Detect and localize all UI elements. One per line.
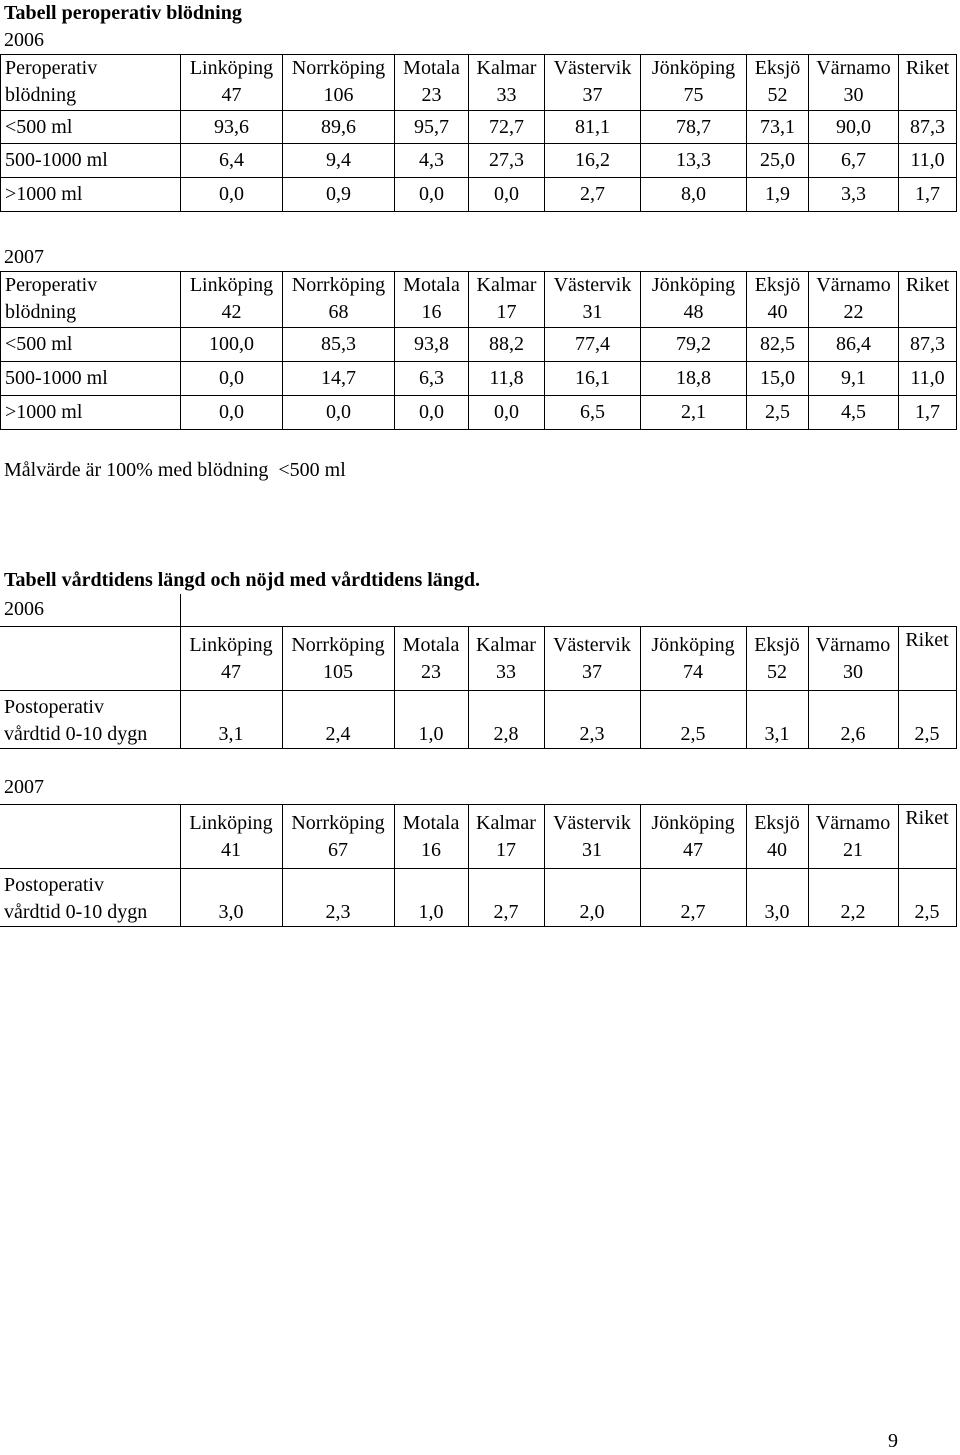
cell: 0,0 xyxy=(395,178,469,212)
page-number: 9 xyxy=(888,1430,898,1452)
cell: 0,0 xyxy=(181,362,283,396)
row-label: >1000 ml xyxy=(1,178,181,212)
col-header: Riket xyxy=(898,805,956,869)
cell: 13,3 xyxy=(641,144,747,178)
table2-divider-tick xyxy=(180,594,181,626)
cell: 6,7 xyxy=(809,144,899,178)
row-label: Postoperativ vårdtid 0-10 dygn xyxy=(0,869,180,927)
cell: 6,5 xyxy=(545,396,641,430)
col-header: Linköping 47 xyxy=(180,627,282,691)
cell: 9,1 xyxy=(809,362,899,396)
col-header: Västervik 31 xyxy=(544,805,640,869)
cell: 93,8 xyxy=(395,328,469,362)
cell: 82,5 xyxy=(747,328,809,362)
table2-2007 xyxy=(0,804,957,927)
cell: 85,3 xyxy=(283,328,395,362)
col-header: Värnamo 21 xyxy=(808,805,898,869)
table-row xyxy=(1,362,957,396)
cell: 2,0 xyxy=(544,869,640,927)
cell: 0,0 xyxy=(181,178,283,212)
row-label: <500 ml xyxy=(1,328,181,362)
col-header: Eksjö 40 xyxy=(746,805,808,869)
cell: 3,1 xyxy=(180,691,282,749)
table2-2006 xyxy=(0,626,957,749)
table1-2007 xyxy=(0,271,957,430)
table-row xyxy=(1,144,957,178)
table1-year-2007: 2007 xyxy=(4,246,44,268)
cell: 25,0 xyxy=(747,144,809,178)
row-label: 500-1000 ml xyxy=(1,144,181,178)
cell: 2,5 xyxy=(898,869,956,927)
blank-cell xyxy=(0,627,180,691)
row-label: >1000 ml xyxy=(1,396,181,430)
cell: 1,0 xyxy=(394,869,468,927)
col-header: Eksjö 52 xyxy=(746,627,808,691)
cell: 6,3 xyxy=(395,362,469,396)
col-header: Riket xyxy=(899,55,957,111)
table1-title: Tabell peroperativ blödning xyxy=(4,2,242,24)
col-header: Kalmar 33 xyxy=(469,55,545,111)
cell: 14,7 xyxy=(283,362,395,396)
blank-cell xyxy=(0,805,180,869)
col-header: Motala 23 xyxy=(395,55,469,111)
row-label: Postoperativ vårdtid 0-10 dygn xyxy=(0,691,180,749)
cell: 2,3 xyxy=(544,691,640,749)
cell: 87,3 xyxy=(899,111,957,144)
table2-year-2007: 2007 xyxy=(4,776,44,798)
cell: 72,7 xyxy=(469,111,545,144)
cell: 2,7 xyxy=(640,869,746,927)
cell: 95,7 xyxy=(395,111,469,144)
col-header: Linköping 42 xyxy=(181,272,283,328)
cell: 0,0 xyxy=(469,178,545,212)
cell: 89,6 xyxy=(283,111,395,144)
col-header: Eksjö 40 xyxy=(747,272,809,328)
cell: 11,8 xyxy=(469,362,545,396)
cell: 87,3 xyxy=(899,328,957,362)
col-header: Motala 16 xyxy=(394,805,468,869)
col-header: Norrköping 105 xyxy=(282,627,394,691)
cell: 77,4 xyxy=(545,328,641,362)
cell: 3,0 xyxy=(746,869,808,927)
cell: 2,5 xyxy=(747,396,809,430)
col-header: Västervik 37 xyxy=(545,55,641,111)
cell: 2,7 xyxy=(545,178,641,212)
table1-2006-header-row xyxy=(1,55,957,111)
cell: 27,3 xyxy=(469,144,545,178)
cell: 2,5 xyxy=(898,691,956,749)
cell: 93,6 xyxy=(181,111,283,144)
table-row xyxy=(1,111,957,144)
table2-2006-header-row xyxy=(0,627,956,691)
cell: 0,0 xyxy=(283,396,395,430)
row-label: <500 ml xyxy=(1,111,181,144)
cell: 86,4 xyxy=(809,328,899,362)
table-row xyxy=(1,328,957,362)
cell: 18,8 xyxy=(641,362,747,396)
cell: 2,2 xyxy=(808,869,898,927)
col-header: Värnamo 30 xyxy=(809,55,899,111)
cell: 16,1 xyxy=(545,362,641,396)
table1-2006 xyxy=(0,54,957,212)
cell: 2,3 xyxy=(282,869,394,927)
col-header: Jönköping 48 xyxy=(641,272,747,328)
table2-2007-header-row xyxy=(0,805,956,869)
cell: 2,4 xyxy=(282,691,394,749)
cell: 1,0 xyxy=(394,691,468,749)
col-header: Kalmar 17 xyxy=(468,805,544,869)
col-header: Kalmar 33 xyxy=(468,627,544,691)
cell: 9,4 xyxy=(283,144,395,178)
table-row xyxy=(0,869,956,927)
cell: 2,1 xyxy=(641,396,747,430)
cell: 0,0 xyxy=(469,396,545,430)
cell: 100,0 xyxy=(181,328,283,362)
col-header: Kalmar 17 xyxy=(469,272,545,328)
col-header: Västervik 31 xyxy=(545,272,641,328)
cell: 2,6 xyxy=(808,691,898,749)
col-header: Jönköping 74 xyxy=(640,627,746,691)
col-header: Jönköping 47 xyxy=(640,805,746,869)
col-header: Västervik 37 xyxy=(544,627,640,691)
col-header: Eksjö 52 xyxy=(747,55,809,111)
cell: 79,2 xyxy=(641,328,747,362)
cell: 3,3 xyxy=(809,178,899,212)
table2-year-2006: 2006 xyxy=(4,598,44,620)
cell: 1,7 xyxy=(899,178,957,212)
table1-year-2006: 2006 xyxy=(4,29,44,51)
cell: 11,0 xyxy=(899,362,957,396)
row-label: Peroperativ blödning xyxy=(1,55,181,111)
table2-title: Tabell vårdtidens längd och nöjd med vårdtidens längd. xyxy=(4,569,481,591)
cell: 0,0 xyxy=(395,396,469,430)
table-row xyxy=(1,178,957,212)
col-header: Riket xyxy=(898,627,956,691)
table1-2007-header-row xyxy=(1,272,957,328)
cell: 1,9 xyxy=(747,178,809,212)
cell: 16,2 xyxy=(545,144,641,178)
table-row xyxy=(0,691,956,749)
col-header: Värnamo 22 xyxy=(809,272,899,328)
cell: 11,0 xyxy=(899,144,957,178)
table-row xyxy=(1,396,957,430)
row-label: Peroperativ blödning xyxy=(1,272,181,328)
col-header: Riket xyxy=(899,272,957,328)
cell: 81,1 xyxy=(545,111,641,144)
cell: 6,4 xyxy=(181,144,283,178)
col-header: Linköping 47 xyxy=(181,55,283,111)
cell: 0,0 xyxy=(181,396,283,430)
cell: 15,0 xyxy=(747,362,809,396)
col-header: Motala 16 xyxy=(395,272,469,328)
cell: 78,7 xyxy=(641,111,747,144)
col-header: Norrköping 106 xyxy=(283,55,395,111)
cell: 2,8 xyxy=(468,691,544,749)
cell: 2,7 xyxy=(468,869,544,927)
cell: 2,5 xyxy=(640,691,746,749)
cell: 1,7 xyxy=(899,396,957,430)
col-header: Jönköping 75 xyxy=(641,55,747,111)
cell: 88,2 xyxy=(469,328,545,362)
col-header: Linköping 41 xyxy=(180,805,282,869)
col-header: Värnamo 30 xyxy=(808,627,898,691)
cell: 8,0 xyxy=(641,178,747,212)
row-label: 500-1000 ml xyxy=(1,362,181,396)
cell: 4,3 xyxy=(395,144,469,178)
cell: 3,1 xyxy=(746,691,808,749)
table1-note: Målvärde är 100% med blödning <500 ml xyxy=(4,459,346,481)
cell: 0,9 xyxy=(283,178,395,212)
col-header: Norrköping 68 xyxy=(283,272,395,328)
cell: 4,5 xyxy=(809,396,899,430)
col-header: Norrköping 67 xyxy=(282,805,394,869)
cell: 90,0 xyxy=(809,111,899,144)
cell: 3,0 xyxy=(180,869,282,927)
col-header: Motala 23 xyxy=(394,627,468,691)
cell: 73,1 xyxy=(747,111,809,144)
